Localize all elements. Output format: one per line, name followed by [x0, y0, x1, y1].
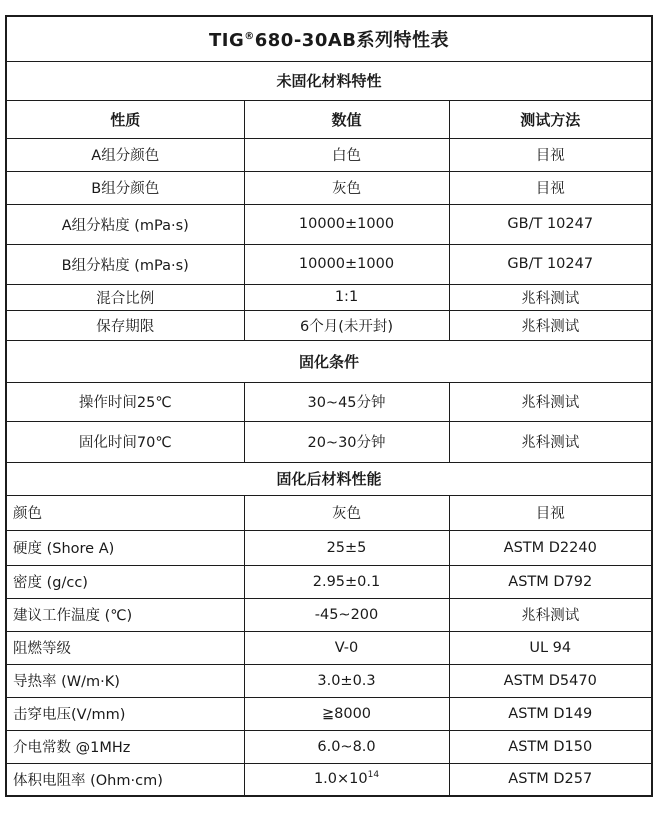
value-cell — [244, 495, 449, 530]
value-text: 6个月(未开封) — [299, 318, 394, 335]
property-cell: 导热率 (W/m·K) — [6, 664, 244, 697]
method-cell: 目视 — [449, 495, 652, 530]
value-cell — [244, 244, 449, 284]
property-cell: 密度 (g/cc) — [6, 565, 244, 598]
table-row — [6, 310, 652, 340]
table-row — [6, 763, 652, 796]
table-row — [6, 664, 652, 697]
method-cell: ASTM D792 — [449, 565, 652, 598]
method-cell: ASTM D2240 — [449, 530, 652, 565]
table-row — [6, 631, 652, 664]
value-text: 6.0~8.0 — [317, 738, 376, 755]
value-text: 1.0×10 — [313, 771, 368, 788]
method-cell: UL 94 — [449, 631, 652, 664]
table-row — [6, 382, 652, 421]
property-cell: 保存期限 — [6, 310, 244, 340]
spec-table-body — [6, 16, 652, 796]
property-cell: 操作时间25℃ — [6, 382, 244, 421]
value-cell — [244, 697, 449, 730]
method-cell: ASTM D257 — [449, 763, 652, 796]
table-row — [6, 284, 652, 310]
value-cell — [244, 730, 449, 763]
property-cell: 介电常数 @1MHz — [6, 730, 244, 763]
property-cell: 体积电阻率 (Ohm·cm) — [6, 763, 244, 796]
table-row — [6, 598, 652, 631]
value-cell — [244, 530, 449, 565]
value-cell — [244, 138, 449, 171]
property-cell: 混合比例 — [6, 284, 244, 310]
title-row — [6, 16, 652, 61]
section-header: 固化条件 — [6, 340, 652, 382]
method-cell: 兆科测试 — [449, 382, 652, 421]
value-text: -45~200 — [314, 606, 379, 623]
table-row — [6, 530, 652, 565]
title-prefix: TIG — [209, 29, 245, 51]
value-text: 10000±1000 — [298, 216, 395, 232]
table-row — [6, 244, 652, 284]
value-text: V-0 — [334, 639, 359, 656]
column-header: 性质 — [6, 100, 244, 138]
column-header: 数值 — [244, 100, 449, 138]
value-text: ≧8000 — [321, 705, 372, 722]
table-row — [6, 138, 652, 171]
value-text: 10000±1000 — [298, 256, 395, 272]
title-suffix: 680-30AB系列特性表 — [254, 29, 449, 51]
method-cell: 兆科测试 — [449, 421, 652, 462]
value-text: 25±5 — [326, 539, 367, 556]
property-cell: 硬度 (Shore A) — [6, 530, 244, 565]
value-cell — [244, 421, 449, 462]
value-cell — [244, 598, 449, 631]
value-text: 20~30分钟 — [307, 435, 386, 451]
value-cell — [244, 382, 449, 421]
column-header-row — [6, 100, 652, 138]
property-cell: 阻燃等级 — [6, 631, 244, 664]
section-header-row — [6, 61, 652, 100]
value-cell — [244, 284, 449, 310]
property-cell: B组分颜色 — [6, 171, 244, 204]
value-text: 2.95±0.1 — [312, 573, 381, 590]
value-text: 3.0±0.3 — [317, 672, 376, 689]
method-cell: 兆科测试 — [449, 310, 652, 340]
section-header-row — [6, 340, 652, 382]
value-text: 1:1 — [334, 289, 359, 305]
method-cell: 目视 — [449, 138, 652, 171]
method-cell: 兆科测试 — [449, 284, 652, 310]
table-row — [6, 421, 652, 462]
section-header: 固化后材料性能 — [6, 462, 652, 495]
method-cell: 兆科测试 — [449, 598, 652, 631]
method-cell: GB/T 10247 — [449, 244, 652, 284]
table-row — [6, 204, 652, 244]
value-text: 白色 — [332, 148, 361, 164]
property-cell: 建议工作温度 (℃) — [6, 598, 244, 631]
spec-table — [5, 15, 653, 797]
value-cell — [244, 204, 449, 244]
section-header: 未固化材料特性 — [6, 61, 652, 100]
value-cell — [244, 565, 449, 598]
method-cell: ASTM D149 — [449, 697, 652, 730]
value-cell — [244, 310, 449, 340]
table-row — [6, 495, 652, 530]
method-cell: ASTM D5470 — [449, 664, 652, 697]
value-cell — [244, 171, 449, 204]
table-row — [6, 697, 652, 730]
property-cell: A组分颜色 — [6, 138, 244, 171]
value-superscript: 14 — [367, 770, 380, 781]
table-row — [6, 730, 652, 763]
table-title — [6, 16, 652, 61]
table-row — [6, 171, 652, 204]
value-text: 灰色 — [332, 506, 361, 522]
method-cell: ASTM D150 — [449, 730, 652, 763]
value-cell — [244, 664, 449, 697]
value-text: 30~45分钟 — [307, 395, 386, 411]
value-text: 灰色 — [332, 181, 361, 197]
value-cell — [244, 631, 449, 664]
column-header: 测试方法 — [449, 100, 652, 138]
value-cell — [244, 763, 449, 796]
method-cell: 目视 — [449, 171, 652, 204]
method-cell: GB/T 10247 — [449, 204, 652, 244]
section-header-row — [6, 462, 652, 495]
property-cell: 击穿电压(V/mm) — [6, 697, 244, 730]
registered-trademark-icon: ® — [244, 30, 255, 42]
property-cell: B组分粘度 (mPa·s) — [6, 244, 244, 284]
property-cell: A组分粘度 (mPa·s) — [6, 204, 244, 244]
property-cell: 颜色 — [6, 495, 244, 530]
property-cell: 固化时间70℃ — [6, 421, 244, 462]
table-row — [6, 565, 652, 598]
